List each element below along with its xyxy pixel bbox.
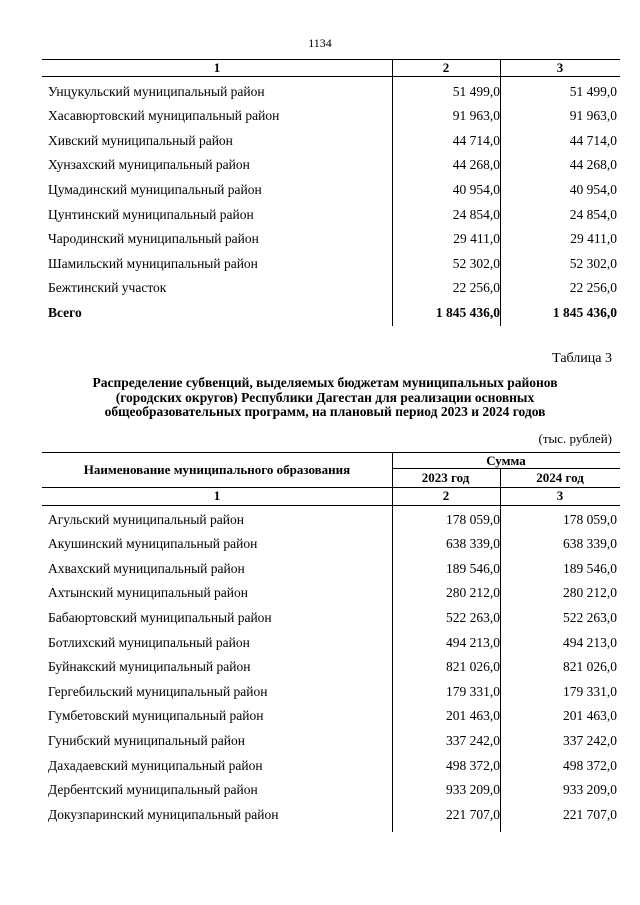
row-value-2024: 178 059,0 — [563, 511, 617, 527]
table-label: Таблица 3 — [552, 351, 612, 366]
row-value-2023: 498 372,0 — [446, 757, 500, 773]
row-value-2024: 522 263,0 — [563, 609, 617, 625]
table-row — [42, 800, 620, 825]
row-name: Гергебильский муниципальный район — [48, 683, 268, 699]
row-value-2023: 51 499,0 — [452, 83, 500, 99]
row-value-2023: 494 213,0 — [446, 634, 500, 650]
row-value-2024: 91 963,0 — [569, 108, 617, 124]
row-name: Бабаюртовский муниципальный район — [48, 609, 272, 625]
row-name: Дербентский муниципальный район — [48, 782, 258, 798]
row-name: Хасавюртовский муниципальный район — [48, 108, 280, 124]
row-value-2023: 201 463,0 — [446, 708, 500, 724]
table-row — [42, 726, 620, 751]
table-row — [42, 603, 620, 628]
row-value-2023: 189 546,0 — [446, 560, 500, 576]
table-row — [42, 102, 620, 127]
row-value-2023: 178 059,0 — [446, 511, 500, 527]
row-value-2024: 280 212,0 — [563, 585, 617, 601]
table-body — [42, 77, 620, 298]
row-name: Ахтынский муниципальный район — [48, 585, 248, 601]
table-row — [42, 77, 620, 102]
row-value-2024: 933 209,0 — [563, 782, 617, 798]
row-name: Цунтинский муниципальный район — [48, 206, 254, 222]
header-municipality: Наименование муниципального образования — [83, 462, 351, 477]
row-value-2023: 638 339,0 — [446, 536, 500, 552]
table-row — [42, 628, 620, 653]
header-year-2024: 2024 год — [536, 470, 584, 485]
subvention-table — [42, 452, 620, 832]
continuation-table — [42, 59, 620, 326]
header-col-1: 1 — [213, 488, 221, 503]
row-value-2024: 44 714,0 — [569, 132, 617, 148]
table-header-row — [42, 59, 620, 77]
row-value-2023: 22 256,0 — [452, 280, 500, 296]
total-row — [42, 298, 620, 323]
row-value-2024: 498 372,0 — [563, 757, 617, 773]
row-value-2024: 51 499,0 — [569, 83, 617, 99]
table-header — [42, 452, 620, 505]
header-col-3: 3 — [556, 488, 564, 503]
row-value-2024: 29 411,0 — [570, 231, 617, 247]
row-value-2024: 22 256,0 — [569, 280, 617, 296]
row-name: Акушинский муниципальный район — [48, 536, 258, 552]
header-sum: Сумма — [392, 453, 620, 469]
table-title-line: Распределение субвенций, выделяемых бюджетам муниципальных районов — [92, 375, 558, 390]
row-name: Ахвахский муниципальный район — [48, 560, 245, 576]
row-value-2023: 522 263,0 — [446, 609, 500, 625]
row-name: Шамильский муниципальный район — [48, 255, 258, 271]
table-row — [42, 274, 620, 299]
table-row — [42, 505, 620, 530]
row-value-2024: 821 026,0 — [563, 659, 617, 675]
header-col-1: 1 — [213, 60, 221, 75]
row-value-2024: 1 845 436,0 — [552, 304, 617, 320]
row-value-2024: 179 331,0 — [563, 683, 617, 699]
table-row — [42, 225, 620, 250]
page-number: 1134 — [308, 36, 332, 50]
row-value-2023: 40 954,0 — [452, 181, 500, 197]
row-value-2024: 638 339,0 — [563, 536, 617, 552]
header-number-row — [42, 487, 620, 506]
table-row — [42, 776, 620, 801]
row-value-2024: 494 213,0 — [563, 634, 617, 650]
row-value-2023: 280 212,0 — [446, 585, 500, 601]
row-name: Чародинский муниципальный район — [48, 231, 259, 247]
row-value-2024: 337 242,0 — [563, 732, 617, 748]
table-title — [60, 376, 590, 420]
row-value-2024: 44 268,0 — [569, 157, 617, 173]
header-col-2: 2 — [442, 60, 450, 75]
row-value-2024: 24 854,0 — [569, 206, 617, 222]
row-name: Бежтинский участок — [48, 280, 167, 296]
row-value-2023: 179 331,0 — [446, 683, 500, 699]
table-row — [42, 530, 620, 555]
row-name: Агульский муниципальный район — [48, 511, 244, 527]
row-value-2023: 821 026,0 — [446, 659, 500, 675]
row-value-2024: 40 954,0 — [569, 181, 617, 197]
row-name: Ботлихский муниципальный район — [48, 634, 250, 650]
table-row — [42, 151, 620, 176]
table-row — [42, 175, 620, 200]
row-name: Хунзахский муниципальный район — [48, 157, 250, 173]
row-name: Гумбетовский муниципальный район — [48, 708, 264, 724]
row-value-2023: 29 411,0 — [453, 231, 500, 247]
row-name: Всего — [48, 304, 82, 320]
header-col-3: 3 — [556, 60, 564, 75]
row-name: Гунибский муниципальный район — [48, 732, 245, 748]
row-name: Хивский муниципальный район — [48, 132, 233, 148]
row-name: Буйнакский муниципальный район — [48, 659, 251, 675]
table-row — [42, 200, 620, 225]
header-year-2023: 2023 год — [421, 470, 470, 485]
row-value-2023: 221 707,0 — [446, 806, 500, 822]
row-name: Докузпаринский муниципальный район — [48, 806, 279, 822]
row-value-2024: 201 463,0 — [563, 708, 617, 724]
table-row — [42, 751, 620, 776]
table-row — [42, 126, 620, 151]
row-value-2024: 189 546,0 — [563, 560, 617, 576]
table-row — [42, 677, 620, 702]
row-value-2023: 52 302,0 — [452, 255, 500, 271]
row-value-2023: 44 268,0 — [452, 157, 500, 173]
row-value-2023: 24 854,0 — [452, 206, 500, 222]
row-value-2024: 52 302,0 — [569, 255, 617, 271]
row-name: Унцукульский муниципальный район — [48, 83, 265, 99]
table-row — [42, 579, 620, 604]
table-row — [42, 554, 620, 579]
row-value-2023: 91 963,0 — [452, 108, 500, 124]
table-row — [42, 653, 620, 678]
row-name: Цумадинский муниципальный район — [48, 181, 262, 197]
row-value-2023: 44 714,0 — [452, 132, 500, 148]
header-col-2: 2 — [442, 488, 450, 503]
table-row — [42, 702, 620, 727]
row-value-2023: 337 242,0 — [446, 732, 500, 748]
row-value-2024: 221 707,0 — [563, 806, 617, 822]
row-name: Дахадаевский муниципальный район — [48, 757, 263, 773]
table-title-line: (городских округов) Республики Дагестан для реализации основных — [115, 389, 535, 405]
row-value-2023: 933 209,0 — [446, 782, 500, 798]
units-label: (тыс. рублей) — [538, 431, 612, 446]
table-row — [42, 249, 620, 274]
table-body — [42, 505, 620, 825]
row-value-2023: 1 845 436,0 — [435, 304, 500, 320]
table-title-line: общеобразовательных программ, на плановый период 2023 и 2024 годов — [104, 404, 546, 419]
